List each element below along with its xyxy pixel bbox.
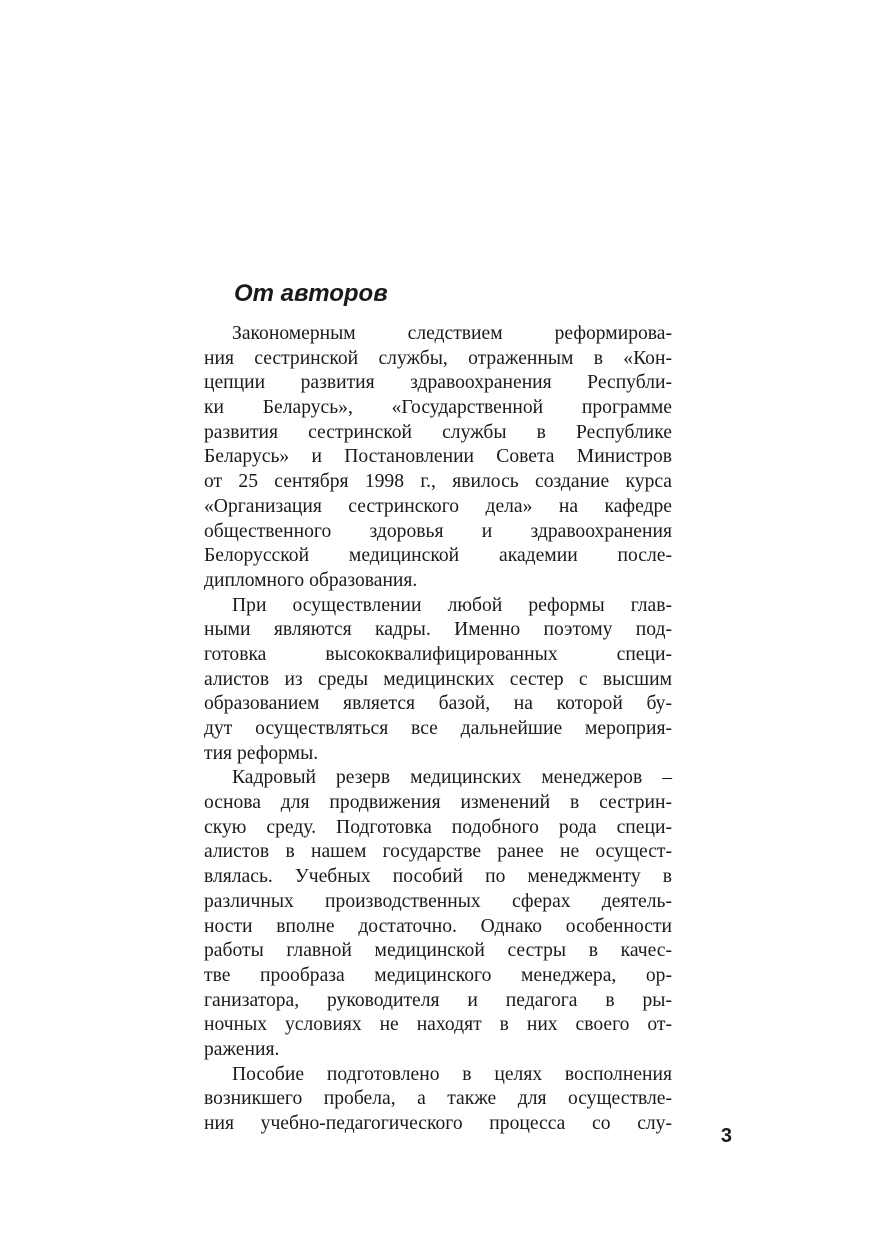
text-line: тия реформы. xyxy=(204,742,319,764)
text-line: Пособие подготовлено в целях восполнения xyxy=(232,1063,672,1085)
text-line: ния сестринской службы, отраженным в «Кон- xyxy=(204,347,672,369)
text-line: влялась. Учебных пособий по менеджменту в xyxy=(204,866,672,888)
text-line: Белорусской медицинской академии после- xyxy=(204,545,672,567)
text-line: тве прообраза медицинского менеджера, ор- xyxy=(204,964,672,986)
text-line: развития сестринской службы в Республике xyxy=(204,421,672,443)
text-line: общественного здоровья и здравоохранения xyxy=(204,520,672,542)
text-line: дипломного образования. xyxy=(204,569,418,591)
section-heading: От авторов xyxy=(234,280,388,307)
text-line: скую среду. Подготовка подобного рода специ- xyxy=(204,816,672,838)
text-line: цепции развития здравоохранения Республи- xyxy=(204,372,672,394)
text-line: работы главной медицинской сестры в качес- xyxy=(204,940,672,962)
text-line: ражения. xyxy=(204,1038,280,1060)
paragraph-3 xyxy=(204,766,672,1062)
text-line: При осуществлении любой реформы глав- xyxy=(232,594,672,616)
text-line: ганизатора, руководителя и педагога в ры- xyxy=(204,989,672,1011)
text-line: ночных условиях не находят в них своего от- xyxy=(204,1014,672,1036)
text-line: Закономерным следствием реформирова- xyxy=(232,323,672,344)
body-text xyxy=(204,322,672,1137)
text-line: алистов в нашем государстве ранее не осущест- xyxy=(204,841,672,863)
text-line: различных производственных сферах деятель- xyxy=(204,890,672,912)
paragraph-1 xyxy=(204,322,672,594)
page-number: 3 xyxy=(720,1125,732,1147)
text-line: образованием является базой, на которой бу- xyxy=(204,693,672,715)
text-line: ными являются кадры. Именно поэтому под- xyxy=(204,619,672,641)
text-line: ности вполне достаточно. Однако особенности xyxy=(204,915,672,937)
text-line: от 25 сентября 1998 г., явилось создание курса xyxy=(204,471,672,493)
paragraph-2 xyxy=(204,594,672,767)
text-line: возникшего пробела, а также для осуществле- xyxy=(204,1088,672,1110)
text-line: дут осуществляться все дальнейшие мероприя- xyxy=(204,718,672,739)
text-line: Беларусь» и Постановлении Совета Министров xyxy=(204,446,672,468)
text-line: ки Беларусь», «Государственной программе xyxy=(204,397,672,419)
text-line: ния учебно-педагогического процесса со слу- xyxy=(204,1113,672,1134)
text-line: основа для продвижения изменений в сестрин- xyxy=(204,792,672,814)
text-line: готовка высококвалифицированных специ- xyxy=(204,643,672,665)
paragraph-4 xyxy=(204,1063,672,1137)
text-line: Кадровый резерв медицинских менеджеров – xyxy=(232,767,672,789)
text-line: «Организация сестринского дела» на кафедре xyxy=(204,495,672,517)
text-line: алистов из среды медицинских сестер с высшим xyxy=(204,668,672,690)
